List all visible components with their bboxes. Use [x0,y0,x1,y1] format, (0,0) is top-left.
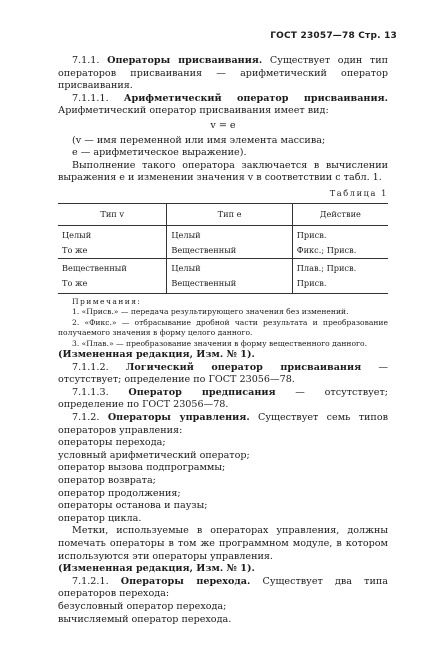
control-types-list [58,437,388,525]
clause-text: Арифметический оператор присваивания имеет вид: [58,105,329,117]
table-cell: Целый [167,225,292,243]
clause-text: — отсутствует; определение по ГОСТ 23056—78. [58,361,388,386]
paragraph-prescription-operator [58,387,388,412]
list-item: операторы перехода; [58,437,166,449]
table-row [58,258,388,276]
clause-number: 7.1.1. [72,55,100,66]
paragraph-control-operators [58,412,388,437]
table-header-cell: Тип e [167,203,292,225]
list-item: вычисляемый оператор перехода. [58,613,232,625]
definition-e: e — арифметическое выражение). [72,147,247,159]
definition-v: (v — имя переменной или имя элемента массива; [72,134,326,146]
page-content [58,55,388,626]
table-header-cell: Тип v [58,203,167,225]
clause-number: 7.1.2.1. [72,575,109,587]
clause-title: Операторы присваивания. [107,55,263,66]
clause-title: Логический оператор присваивания [125,361,362,373]
list-item: условный арифметический оператор; [58,449,250,461]
table-cell: Фикс.; Присв. [292,243,388,259]
paragraph-arithmetic-assignment [58,93,388,118]
conversion-table [58,203,388,294]
list-item: оператор цикла. [58,512,142,524]
paragraph-assignment-operators [58,55,388,93]
paragraph-jump-operators [58,576,388,601]
jump-types-list [58,601,388,626]
table-cell: То же [58,276,167,294]
table-header-cell: Действие [292,203,388,225]
edition-note: (Измененная редакция, Изм. № 1). [58,563,255,575]
clause-number: 7.1.1.3. [72,386,109,398]
clause-number: 7.1.2. [72,412,100,423]
table-cell: Вещественный [58,258,167,276]
clause-text: Существует два типа операторов перехода: [58,575,388,600]
paragraph-execution: Выполнение такого оператора заключается в вычислении выражения e и изменении значения v в соответствии с табл. 1. [58,159,388,184]
table-cell: Присв. [292,225,388,243]
table-row [58,276,388,294]
note-item: 1. «Присв.» — передача результирующего значения без изменений. [72,307,349,317]
note-item: 2. «Фикс.» — отбрасывание дробной части результата и преобразование получаемого значения в форму целого данного. [58,317,388,338]
clause-number: 7.1.1.1. [72,92,109,104]
clause-title: Операторы управления. [107,412,250,423]
clause-number: 7.1.1.2. [72,361,109,373]
table-cell: Вещественный [167,276,292,294]
clause-title: Операторы перехода. [120,575,251,587]
list-item: операторы останова и паузы; [58,500,208,512]
table-header-row [58,203,388,225]
table-row [58,225,388,243]
list-item: оператор возврата; [58,474,156,486]
table-cell: То же [62,244,88,255]
table-cell: Целый [167,258,292,276]
notes-title: Примечания: [72,296,142,306]
clause-text: — отсутствует; определение по ГОСТ 23056—78. [58,386,388,411]
clause-title: Оператор предписания [128,386,276,398]
table-notes [58,297,388,350]
table-cell: Целый [58,225,167,243]
list-item: оператор продолжения; [58,487,181,499]
table-caption: Таблица 1 [329,187,388,198]
clause-text: Существует один тип операторов присваивания — арифметический оператор присваивания. [58,55,388,92]
table-cell: Вещественный [167,243,292,259]
note-item: 3. «Плав.» — преобразование значения в форму вещественного данного. [72,338,368,348]
clause-title: Арифметический оператор присваивания. [123,92,388,104]
paragraph-labels: Метки, используемые в операторах управления, должны помечать операторы в том же программном модуле, в котором используются эти операторы управления. [58,525,388,562]
page-header: ГОСТ 23057—78 Стр. 13 [270,31,397,41]
clause-text: Существует семь типов операторов управления: [58,412,388,436]
table-row [58,243,388,259]
formula: v = e [210,119,236,131]
list-item: оператор вызова подпрограммы; [58,462,226,474]
edition-note: (Измененная редакция, Изм. № 1). [58,349,255,361]
list-item: безусловный оператор перехода; [58,600,227,612]
table-cell: Присв. [292,276,388,294]
paragraph-logical-assignment [58,362,388,387]
table-cell: Плав.; Присв. [292,258,388,276]
